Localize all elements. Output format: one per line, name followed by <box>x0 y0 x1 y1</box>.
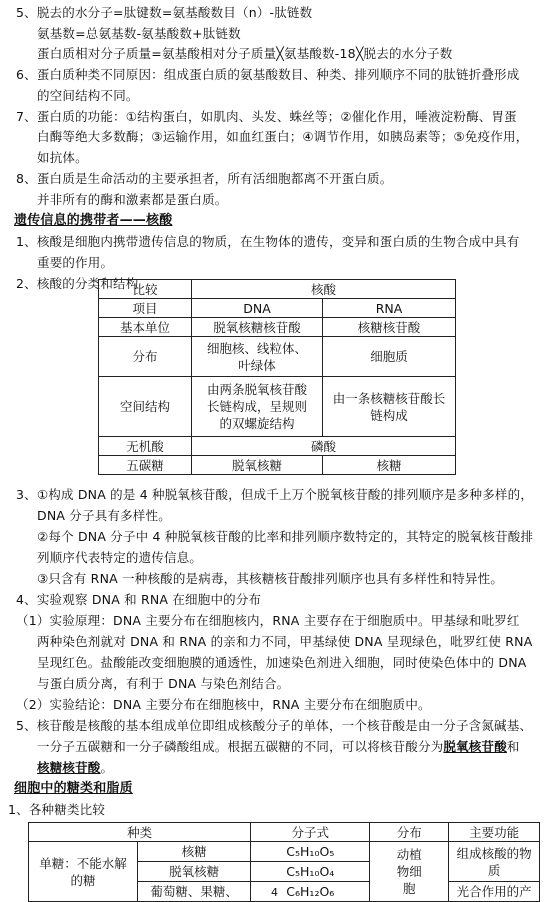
text-line: 的空间结构不同。 <box>37 88 139 103</box>
text-line <box>37 738 520 755</box>
text-line: 7、蛋白质的功能：①结构蛋白，如肌肉、头发、蛛丝等；②催化作用，唾液淀粉酶、胃蛋 <box>16 109 517 124</box>
cell-line: 细胞核、线粒体、 <box>206 340 307 356</box>
cell-line: 由一条核糖核苷酸长 <box>332 390 446 406</box>
text-line: （1）实验原理：DNA 主要分布在细胞核内，RNA 主要存在于细胞质中。甲基绿和吡罗红 <box>16 613 520 628</box>
table-cell <box>192 337 323 377</box>
text-line: 如抗体。 <box>37 150 88 165</box>
page-number: 4 <box>271 886 278 899</box>
emphasized-term: 脱氧核苷酸 <box>443 739 507 754</box>
table-cell: RNA <box>323 299 456 318</box>
table-header: 分子式 <box>251 823 370 842</box>
table-cell: 空间结构 <box>99 377 192 437</box>
table-cell: 基本单位 <box>99 318 192 337</box>
text-line: 3、①构成 DNA 的是 4 种脱氧核苷酸，但成千上万个脱氧核苷酸的排列顺序是多种多样的， <box>16 487 534 502</box>
text-run: 一分子五碳糖和一分子磷酸组成。根据五碳糖的不同，可以将核苷酸分为 <box>37 739 444 754</box>
table-cell: C₆H₁₂O₆ <box>251 882 370 902</box>
text-line: 两种染色剂就对 DNA 和 RNA 的亲和力不同，甲基绿使 DNA 呈现绿色，吡罗红使 RNA <box>37 634 533 649</box>
table-cell: 分布 <box>99 337 192 377</box>
table-cell: 核糖 <box>138 842 251 862</box>
table-cell: 核糖核苷酸 <box>323 318 456 337</box>
cell-line: 胞 <box>403 881 416 896</box>
cell-line: 的糖 <box>70 872 96 888</box>
text-line: 列顺序代表特定的遗传信息。 <box>37 550 203 565</box>
text-line: 氨基数=总氨基数-氨基酸数+肽链数 <box>37 26 241 41</box>
table-cell: DNA <box>192 299 323 318</box>
text-line: （2）实验结论：DNA 主要分布在细胞核中，RNA 主要分布在细胞质中。 <box>16 697 431 712</box>
cell-line: 长链构成，呈规则 <box>206 399 307 414</box>
text-line: 白酶等绝大多数酶；③运输作用，如血红蛋白；④调节作用，如胰岛素等；⑤免疫作用， <box>37 129 529 144</box>
section-title: 细胞中的糖类和脂质 <box>14 781 133 796</box>
table-cell <box>192 377 323 437</box>
table-header: 主要功能 <box>449 823 540 842</box>
table-cell: 脱氧核糖 <box>138 862 251 882</box>
text-line: 4、实验观察 DNA 和 RNA 在细胞中的分布 <box>16 592 262 607</box>
text-line: 重要的作用。 <box>37 255 114 270</box>
table-cell: 葡萄糖、果糖、 <box>138 882 251 902</box>
table-cell: 无机酸 <box>99 437 192 456</box>
table-cell: 光合作用的产 <box>449 882 540 902</box>
text-line: 5、脱去的水分子=肽键数=氨基酸数目（n）-肽链数 <box>16 5 313 20</box>
cell-line: 组成核酸的物 <box>456 845 532 861</box>
text-run: 。 <box>100 760 114 775</box>
text-line: 与蛋白质分离，有利于 DNA 与染色剂结合。 <box>37 676 290 691</box>
cell-line: 叶绿体 <box>238 357 276 373</box>
table-cell <box>449 842 540 882</box>
table-cell: 项目 <box>99 299 192 318</box>
table-header: 种类 <box>29 823 251 842</box>
cell-line: 动植 <box>396 847 422 862</box>
text-line: 8、蛋白质是生命活动的主要承担者，所有活细胞都离不开蛋白质。 <box>16 171 393 186</box>
table-cell: 比较 <box>99 280 192 299</box>
text-line: 2、核酸的分类和结构 <box>16 276 139 291</box>
section-title: 遗传信息的携带者——核酸 <box>14 213 173 228</box>
text-line: 6、蛋白质种类不同原因：组成蛋白质的氨基酸数目、种类、排列顺序不同的肽链折叠形成 <box>16 67 520 82</box>
table-cell: 核酸 <box>192 280 456 299</box>
table-cell: C₅H₁₀O₅ <box>251 842 370 862</box>
text-line: ②每个 DNA 分子中 4 种脱氧核苷酸的比率和排列顺序数特定的，其特定的脱氧核苷酸排 <box>37 529 534 544</box>
text-line: 并非所有的酶和激素都是蛋白质。 <box>37 192 228 207</box>
text-line: 蛋白质相对分子质量=氨基酸相对分子质量╳氨基酸数-18╳脱去的水分子数 <box>37 46 453 61</box>
nucleic-acid-table <box>98 279 456 475</box>
table-cell: 细胞质 <box>323 337 456 377</box>
text-line: 5、核苷酸是核酸的基本组成单位即组成核酸分子的单体，一个核苷酸是由一分子含氮碱基、 <box>16 718 533 733</box>
text-run: 和 <box>506 739 520 754</box>
cell-line: 单糖：不能水解 <box>39 855 127 871</box>
emphasized-term: 核糖核苷酸 <box>37 760 101 775</box>
table-cell: 五碳糖 <box>99 456 192 475</box>
text-line: ③只含有 RNA 一种核酸的是病毒，其核糖核苷酸排列顺序也具有多样性和特异性。 <box>37 571 504 586</box>
table-cell <box>323 377 456 437</box>
text-line <box>37 759 113 776</box>
text-line: 1、核酸是细胞内携带遗传信息的物质，在生物体的遗传，变异和蛋白质的生物合成中具有 <box>16 234 520 249</box>
table-header: 分布 <box>370 823 449 842</box>
table-cell: 脱氧核糖 <box>192 456 323 475</box>
cell-line: 质 <box>487 862 501 878</box>
cell-line: 物细 <box>396 864 422 879</box>
text-line: 呈现红色。盐酸能改变细胞膜的通透性，加速染色剂进入细胞，同时使染色体中的 DNA <box>37 655 527 670</box>
cell-line: 链构成 <box>370 407 408 423</box>
table-cell: 脱氧核糖核苷酸 <box>192 318 323 337</box>
table-cell: C₅H₁₀O₄ <box>251 862 370 882</box>
cell-line: 的双螺旋结构 <box>219 416 295 431</box>
cell-line: 由两条脱氧核苷酸 <box>206 382 307 397</box>
text-line: DNA 分子具有多样性。 <box>37 508 171 523</box>
table-cell: 核糖 <box>323 456 456 475</box>
table-cell: 磷酸 <box>192 437 456 456</box>
text-line: 1、各种糖类比较 <box>8 802 106 817</box>
